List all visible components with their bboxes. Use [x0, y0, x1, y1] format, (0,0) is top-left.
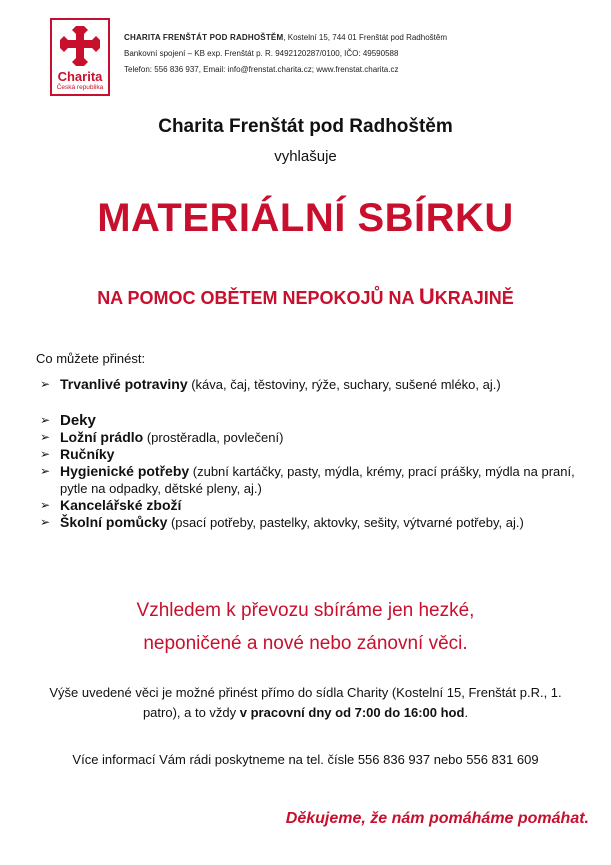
organization-title: Charita Frenštát pod Radhoštěm	[158, 116, 453, 137]
dropoff-period: .	[464, 705, 469, 720]
item-detail: (prostěradla, povlečení)	[143, 430, 284, 445]
logo-name: Charita	[57, 69, 103, 84]
arrow-bullet-icon: ➢	[40, 515, 51, 529]
letterhead-bank: Bankovní spojení – KB exp. Frenštát p. R. 9492120287/0100, IČO: 49590588	[124, 49, 399, 58]
subheadline-cap-u: U	[418, 284, 435, 309]
list-item	[40, 429, 580, 446]
subheadline-part2: KRAJINĚ	[434, 288, 514, 308]
list-item	[40, 376, 580, 393]
item-title: Kancelářské zboží	[60, 497, 182, 513]
logo-subtitle: Česká republika	[56, 84, 104, 91]
item-detail: (psací potřeby, pastelky, aktovky, sešity, výtvarné potřeby, aj.)	[167, 515, 524, 530]
arrow-bullet-icon: ➢	[40, 413, 51, 427]
contact-paragraph: Více informací Vám rádi poskytneme na tel. čísle 556 836 937 nebo 556 831 609	[72, 752, 539, 767]
arrow-bullet-icon: ➢	[40, 447, 51, 461]
letterhead-contact: Telefon: 556 836 937, Email: info@frenstat.charita.cz; www.frenstat.charita.cz	[124, 65, 399, 74]
item-title: Ručníky	[60, 446, 115, 462]
item-detail: (zubní kartáčky, pasty, mýdla, krémy, prací prášky, mýdla na praní, pytle na odpadky, dětské pleny, aj.)	[60, 464, 575, 496]
list-item	[40, 514, 580, 531]
headline: MATERIÁLNÍ SBÍRKU	[97, 196, 514, 240]
announces-text: vyhlašuje	[274, 148, 337, 165]
item-title: Hygienické potřeby	[60, 463, 190, 479]
letterhead-org: CHARITA FRENŠTÁT POD RADHOŠTĚM	[124, 33, 284, 42]
condition-note	[0, 594, 611, 660]
arrow-bullet-icon: ➢	[40, 430, 51, 444]
item-title: Školní pomůcky	[60, 514, 168, 530]
thanks-text: Děkujeme, že nám pomáháme pomáhat.	[285, 810, 589, 827]
charita-cross-icon	[58, 24, 102, 68]
letterhead-line1	[124, 30, 447, 46]
condition-note-line2: neponičené a nové nebo zánovní věci.	[143, 633, 468, 654]
list-item	[40, 446, 580, 463]
arrow-bullet-icon: ➢	[40, 377, 51, 391]
list-item	[40, 463, 580, 497]
arrow-bullet-icon: ➢	[40, 464, 51, 478]
dropoff-paragraph	[30, 683, 581, 723]
list-item	[40, 412, 580, 429]
letterhead	[124, 30, 447, 78]
letterhead-address: , Kostelní 15, 744 01 Frenštát pod Radhoštěm	[283, 33, 447, 42]
arrow-bullet-icon: ➢	[40, 498, 51, 512]
charita-logo	[50, 18, 110, 96]
item-title: Trvanlivé potraviny	[60, 376, 188, 392]
intro-text: Co můžete přinést:	[36, 351, 146, 366]
subheadline	[0, 284, 611, 310]
list-item	[40, 497, 580, 514]
dropoff-text: Výše uvedené věci je možné přinést přímo do sídla Charity (Kostelní 15, Frenštát p.R., 1. patro), a to vždy	[49, 685, 562, 720]
item-detail: (káva, čaj, těstoviny, rýže, suchary, sušené mléko, aj.)	[187, 377, 501, 392]
item-title: Ložní prádlo	[60, 429, 144, 445]
condition-note-line1: Vzhledem k převozu sbíráme jen hezké,	[136, 600, 475, 621]
dropoff-hours: v pracovní dny od 7:00 do 16:00 hod	[239, 705, 465, 720]
items-list	[40, 376, 580, 531]
subheadline-part1: NA POMOC OBĚTEM NEPOKOJŮ NA	[97, 288, 419, 308]
item-title: Deky	[60, 412, 96, 429]
